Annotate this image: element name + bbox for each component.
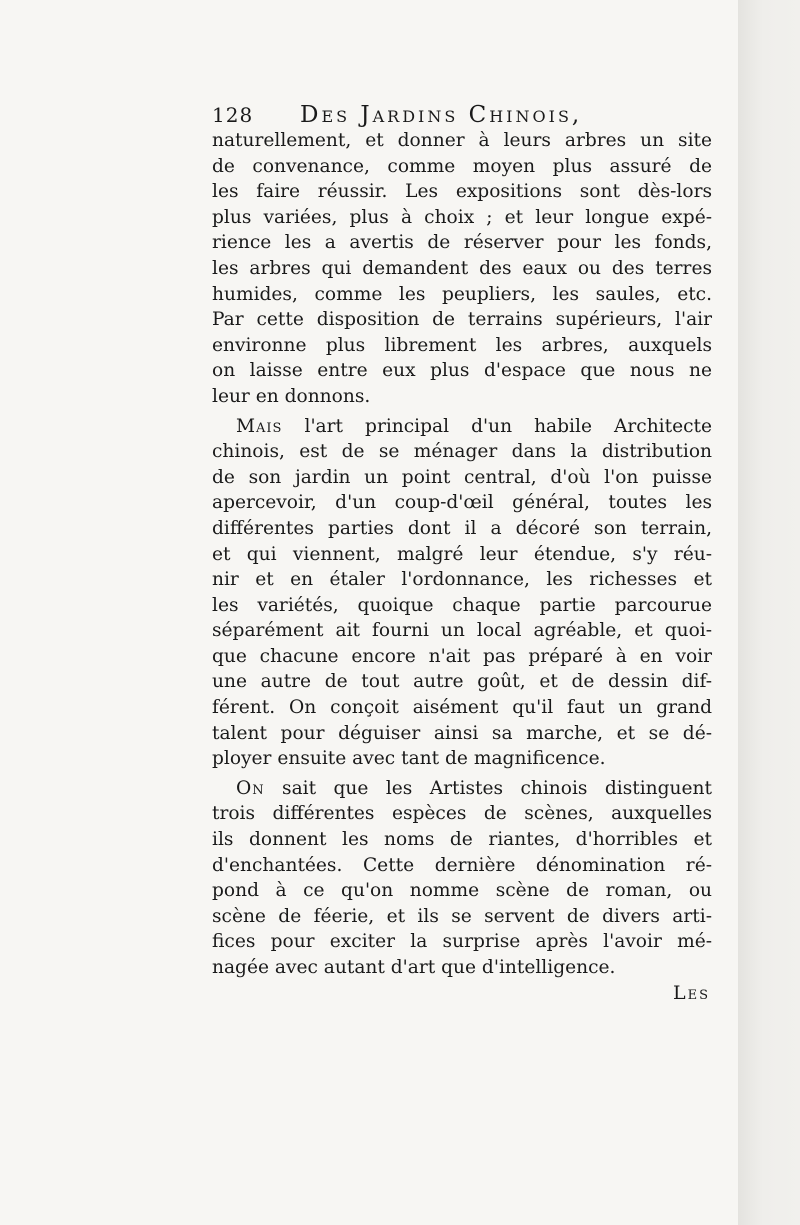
page-number: 128 xyxy=(212,103,254,127)
paragraph-2 xyxy=(212,414,712,772)
text-line-rest: sait que les Artistes chinois distinguent xyxy=(264,777,712,799)
running-title: Des Jardins Chinois, xyxy=(300,102,583,128)
text-line-rest: l'art principal d'un habile Architecte xyxy=(282,415,712,437)
text-line: les faire réussir. Les expositions sont dès-lors xyxy=(212,181,712,203)
text-line: fices pour exciter la surprise après l'avoir mé- xyxy=(212,931,712,953)
text-block xyxy=(212,100,712,1006)
text-line: scène de féerie, et ils se servent de divers arti- xyxy=(212,905,712,927)
text-line: différentes parties dont il a décoré son terrain, xyxy=(212,517,712,539)
paragraph-1 xyxy=(212,128,712,410)
catchword: Les xyxy=(672,981,710,1004)
text-line: trois différentes espèces de scènes, auxquelles xyxy=(212,803,712,825)
text-line: leur en donnons. xyxy=(212,385,371,407)
text-line-first xyxy=(212,776,712,802)
running-head xyxy=(212,100,712,128)
text-line: chinois, est de se ménager dans la distribution xyxy=(212,441,712,463)
text-line: on laisse entre eux plus d'espace que nous ne xyxy=(212,360,712,382)
text-line: talent pour déguiser ainsi sa marche, et se dé- xyxy=(212,722,712,744)
paragraph-3 xyxy=(212,776,712,981)
text-line: apercevoir, d'un coup-d'œil général, toutes les xyxy=(212,492,712,514)
text-line: plus variées, plus à choix ; et leur longue expé- xyxy=(212,206,712,228)
text-line: rience les a avertis de réserver pour les fonds, xyxy=(212,232,712,254)
text-line: Par cette disposition de terrains supérieurs, l'air xyxy=(212,309,712,331)
text-line-first xyxy=(212,414,712,440)
text-line: humides, comme les peupliers, les saules, etc. xyxy=(212,283,712,305)
text-line: séparément ait fourni un local agréable, et quoi- xyxy=(212,620,712,642)
text-line: que chacune encore n'ait pas préparé à en voir xyxy=(212,645,712,667)
text-line: les variétés, quoique chaque partie parcourue xyxy=(212,594,712,616)
text-line: nir et en étaler l'ordonnance, les richesses et xyxy=(212,569,712,591)
page-edge xyxy=(738,0,800,1225)
text-line: les arbres qui demandent des eaux ou des terres xyxy=(212,257,712,279)
paragraph-lead-word: Mais xyxy=(236,415,283,437)
paragraph-lead-word: On xyxy=(236,777,265,799)
text-line: nagée avec autant d'art que d'intelligence. xyxy=(212,957,616,978)
text-line: ils donnent les noms de riantes, d'horribles et xyxy=(212,829,712,851)
text-line: de son jardin un point central, d'où l'on puisse xyxy=(212,466,712,488)
text-line: de convenance, comme moyen plus assuré de xyxy=(212,155,712,177)
text-line: ployer ensuite avec tant de magnificence. xyxy=(212,748,606,770)
text-line: et qui viennent, malgré leur étendue, s'y réu- xyxy=(212,543,712,565)
text-line: environne plus librement les arbres, auxquels xyxy=(212,334,712,356)
text-line: férent. On conçoit aisément qu'il faut un grand xyxy=(212,697,712,719)
text-line: naturellement, et donner à leurs arbres un site xyxy=(212,130,712,151)
text-line: d'enchantées. Cette dernière dénomination ré- xyxy=(212,854,712,876)
text-line: une autre de tout autre goût, et de dessin dif- xyxy=(212,671,712,693)
text-line: pond à ce qu'on nomme scène de roman, ou xyxy=(212,880,712,902)
